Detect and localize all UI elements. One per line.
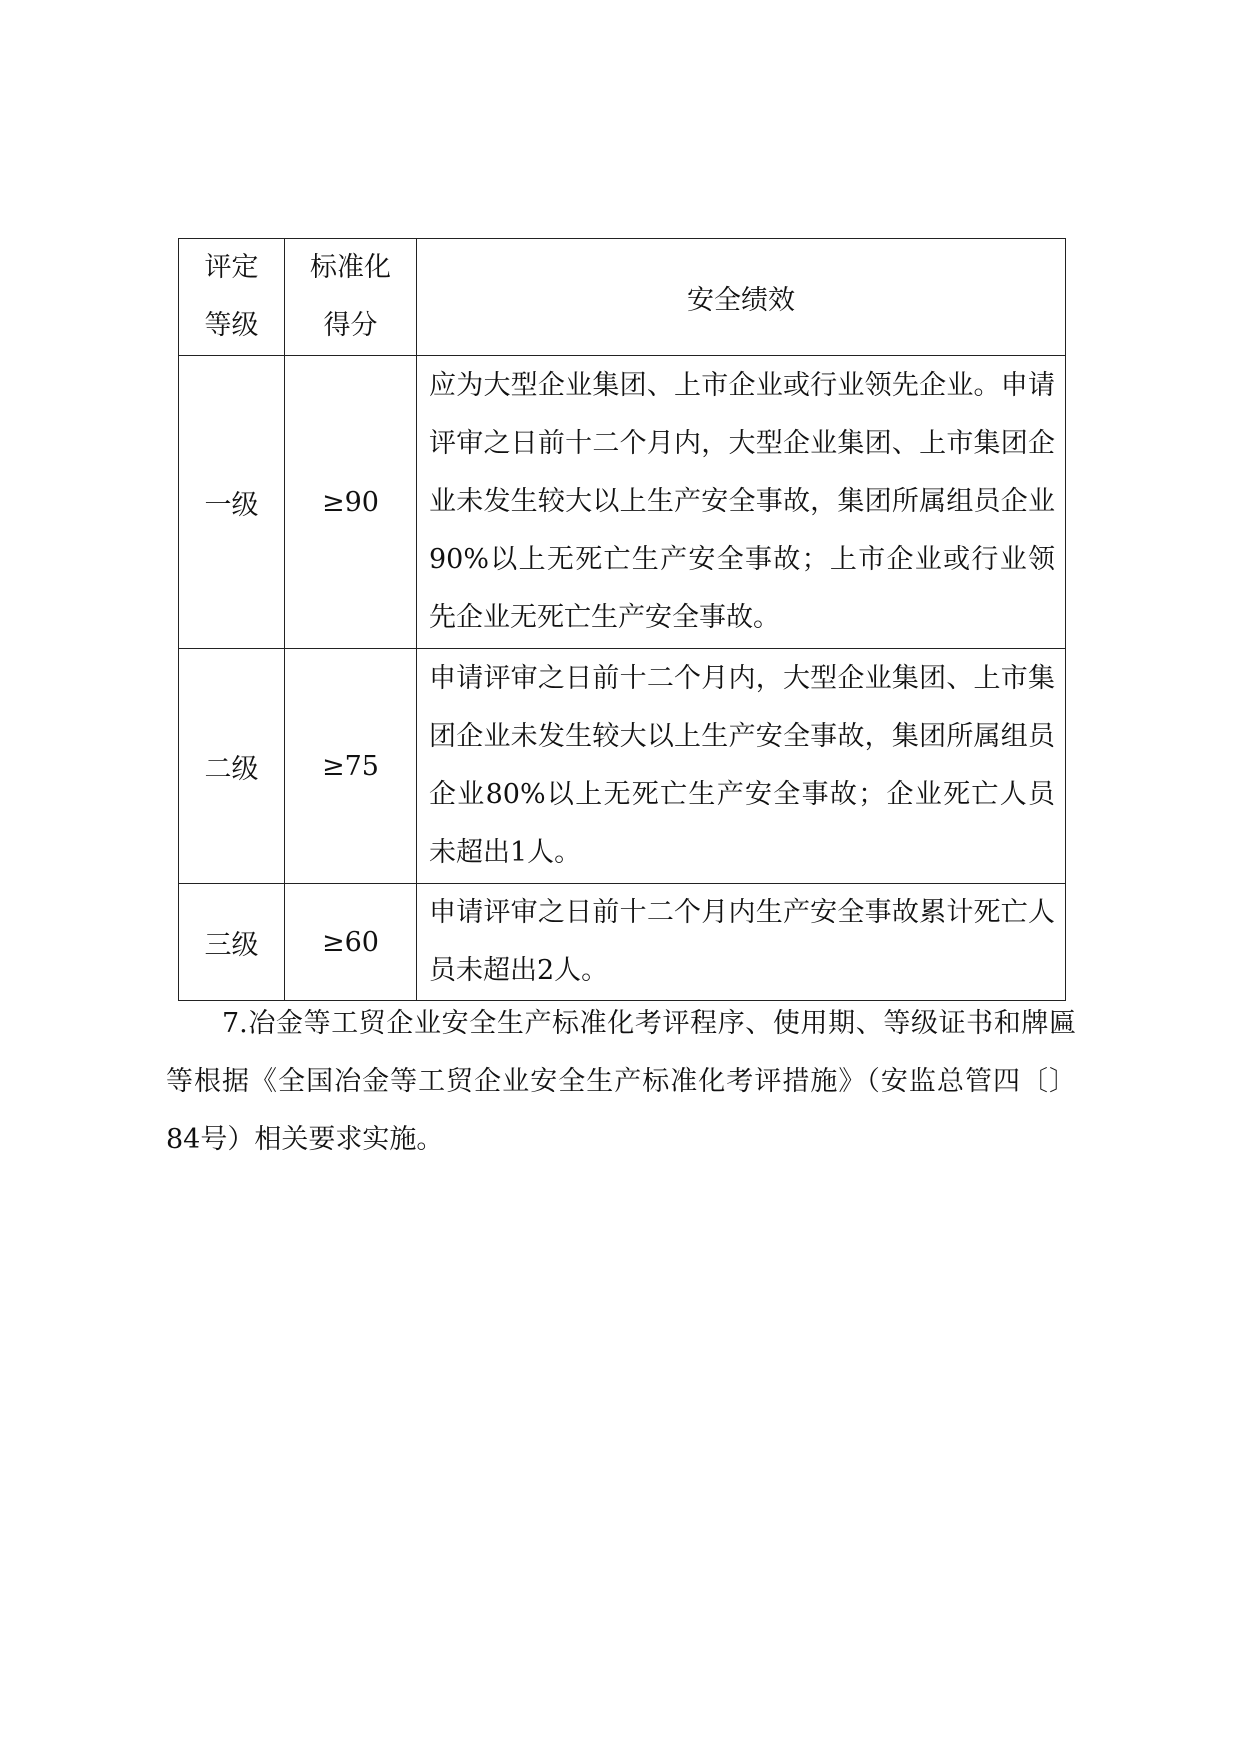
score-cell: ≥60 (285, 884, 417, 1001)
body-paragraph: 7.冶金等工贸企业安全生产标准化考评程序、使用期、等级证书和牌匾等根据《全国冶金等工贸企业安全生产标准化考评措施》（安监总管四〔〕84号）相关要求实施。 (166, 1008, 1076, 1155)
performance-cell (417, 356, 1066, 649)
header-score-line-1: 标准化 (310, 252, 391, 283)
header-grade-line-1: 评定 (204, 252, 259, 283)
header-grade-cell (179, 239, 285, 356)
performance-text: 申请评审之日前十二个月内，大型企业集团、上市集团企业未发生较大以上生产安全事故，集团所属组员企业80%以上无死亡生产安全事故；企业死亡人员未超出1人。 (429, 663, 1055, 868)
score-cell: ≥75 (285, 649, 417, 884)
grade-cell: 三级 (179, 884, 285, 1001)
safety-grade-table (178, 238, 1066, 1001)
performance-text: 申请评审之日前十二个月内生产安全事故累计死亡人员未超出2人。 (429, 897, 1055, 986)
table-row (179, 649, 1066, 884)
score-cell: ≥90 (285, 356, 417, 649)
grade-cell: 一级 (179, 356, 285, 649)
table-row (179, 356, 1066, 649)
header-performance-cell: 安全绩效 (417, 239, 1066, 356)
performance-cell (417, 649, 1066, 884)
grade-cell: 二级 (179, 649, 285, 884)
header-score-cell (285, 239, 417, 356)
header-score-line-2: 得分 (323, 310, 378, 341)
performance-cell (417, 884, 1066, 1001)
header-grade-line-2: 等级 (204, 310, 259, 341)
performance-text: 应为大型企业集团、上市企业或行业领先企业。申请评审之日前十二个月内，大型企业集团、上市集团企业未发生较大以上生产安全事故，集团所属组员企业90%以上无死亡生产安全事故；上市企业或行业领先企业无死亡生产安全事故。 (429, 370, 1055, 633)
table-header-row (179, 239, 1066, 356)
table-row (179, 884, 1066, 1001)
